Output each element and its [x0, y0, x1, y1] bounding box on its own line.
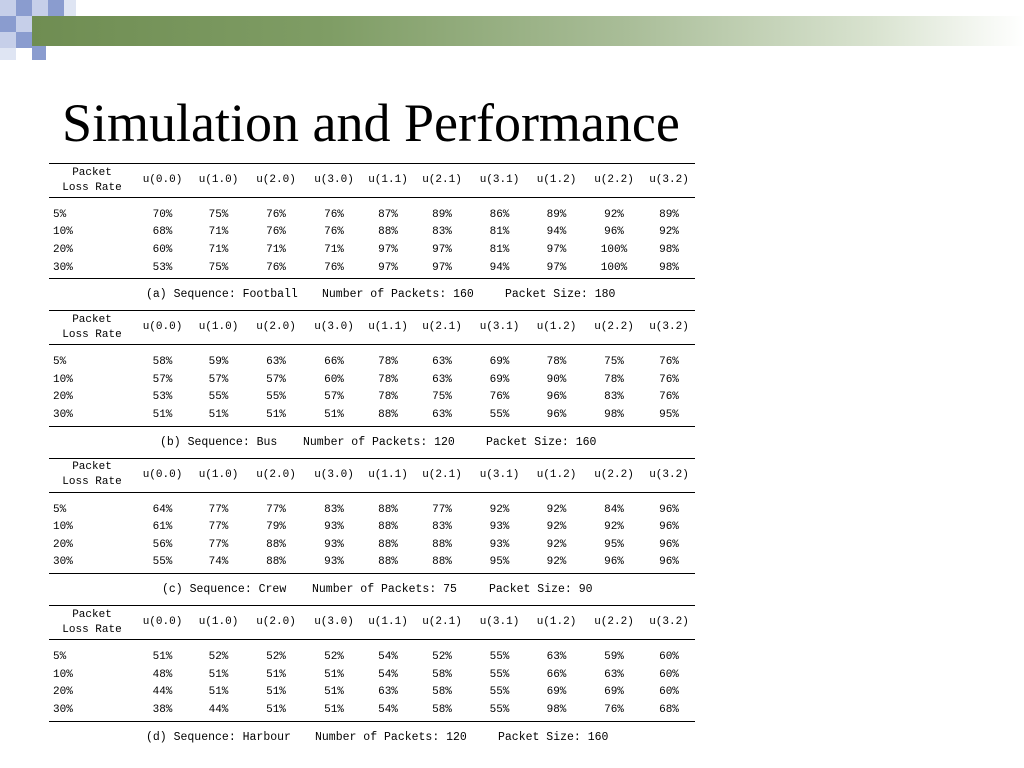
column-header: u(2.2)	[585, 311, 643, 345]
table-cell: 96%	[659, 521, 679, 534]
table-cell: 79%	[266, 521, 286, 534]
table-cell: 76%	[266, 208, 286, 221]
table-cell: 52%	[324, 650, 344, 663]
table-cell: 74%	[208, 556, 229, 569]
results-table	[49, 458, 695, 573]
table-cell: 83%	[432, 521, 452, 534]
table-cell: 51%	[324, 686, 344, 699]
column-header: u(2.2)	[585, 164, 643, 198]
table-cell: 55%	[489, 650, 510, 663]
column-header: u(0.0)	[135, 164, 190, 198]
caption-packets: Number of Packets: 120	[303, 435, 455, 449]
table-cell: 55%	[489, 686, 510, 699]
column-header: u(1.0)	[190, 458, 247, 492]
table-cell: 93%	[324, 521, 344, 534]
packet-loss-rate-cell: 5%	[53, 650, 67, 663]
table-header-row	[49, 164, 695, 198]
caption-size: Packet Size: 180	[505, 288, 616, 302]
table-cell: 60%	[659, 686, 679, 699]
table-cell: 53%	[152, 261, 173, 274]
table-cell: 88%	[432, 538, 452, 551]
table-cell: 75%	[604, 356, 624, 369]
packet-loss-rate-cell: 10%	[53, 373, 73, 386]
column-header: u(3.2)	[643, 606, 695, 640]
packet-loss-rate-cell: 10%	[53, 226, 73, 239]
table-cell: 97%	[378, 261, 398, 274]
decor-square-3	[32, 0, 48, 16]
column-header: u(1.0)	[190, 164, 247, 198]
results-table-block	[49, 458, 695, 605]
column-header: u(3.0)	[305, 606, 363, 640]
caption-sequence: (a) Sequence: Football	[146, 288, 298, 302]
table-cell: 88%	[378, 538, 398, 551]
table-cell: 92%	[546, 503, 567, 516]
table-cell: 66%	[546, 668, 567, 681]
table-cell: 53%	[152, 391, 173, 404]
table-cell: 88%	[378, 503, 398, 516]
table-cell: 84%	[604, 503, 624, 516]
table-row	[49, 406, 695, 426]
table-cell: 38%	[152, 703, 173, 716]
column-header: u(1.1)	[363, 606, 413, 640]
table-cell: 55%	[152, 556, 173, 569]
caption-size: Packet Size: 90	[489, 583, 593, 597]
packet-loss-rate-cell: 30%	[53, 408, 73, 421]
table-cell: 63%	[546, 650, 567, 663]
decor-square-6	[0, 16, 16, 32]
packet-loss-rate-header-line2: Loss Rate	[62, 476, 122, 489]
packet-loss-rate-header	[49, 164, 135, 198]
column-header: u(3.0)	[305, 311, 363, 345]
packet-loss-rate-header-line2: Loss Rate	[62, 328, 122, 341]
table-cell: 52%	[432, 650, 452, 663]
table-cell: 63%	[266, 356, 286, 369]
packet-loss-rate-cell: 20%	[53, 243, 73, 256]
table-cell: 96%	[659, 503, 679, 516]
packet-loss-rate-cell: 30%	[53, 703, 73, 716]
packet-loss-rate-header-line1: Packet	[72, 313, 112, 326]
table-cell: 76%	[659, 356, 679, 369]
column-header: u(3.2)	[643, 458, 695, 492]
table-cell: 48%	[152, 668, 173, 681]
table-cell: 44%	[208, 703, 229, 716]
table-row	[49, 701, 695, 721]
table-cell: 92%	[546, 521, 567, 534]
packet-loss-rate-header	[49, 606, 135, 640]
table-cell: 60%	[324, 373, 344, 386]
table-cell: 75%	[432, 391, 452, 404]
table-cell: 83%	[604, 391, 624, 404]
table-cell: 92%	[604, 208, 624, 221]
table-cell: 71%	[266, 243, 286, 256]
column-header: u(0.0)	[135, 606, 190, 640]
table-row	[49, 345, 695, 371]
table-cell: 76%	[324, 261, 344, 274]
packet-loss-rate-header-line1: Packet	[72, 461, 112, 474]
table-cell: 52%	[208, 650, 229, 663]
table-row	[49, 198, 695, 224]
table-cell: 58%	[152, 356, 173, 369]
table-cell: 54%	[378, 650, 398, 663]
table-row	[49, 536, 695, 554]
table-cell: 93%	[489, 538, 510, 551]
table-caption	[49, 278, 695, 310]
table-cell: 76%	[604, 703, 624, 716]
column-header: u(1.2)	[528, 311, 585, 345]
table-cell: 87%	[378, 208, 398, 221]
table-cell: 81%	[489, 243, 510, 256]
decor-square-7	[16, 16, 32, 32]
table-cell: 90%	[546, 373, 567, 386]
caption-sequence: (c) Sequence: Crew	[162, 583, 287, 597]
table-cell: 86%	[489, 208, 510, 221]
table-cell: 96%	[659, 556, 679, 569]
packet-loss-rate-cell: 20%	[53, 538, 73, 551]
table-header-row	[49, 458, 695, 492]
table-row	[49, 371, 695, 389]
table-cell: 95%	[659, 408, 679, 421]
packet-loss-rate-header-line1: Packet	[72, 166, 112, 179]
column-header: u(3.2)	[643, 164, 695, 198]
table-cell: 71%	[324, 243, 344, 256]
table-cell: 57%	[152, 373, 173, 386]
table-cell: 60%	[659, 650, 679, 663]
table-cell: 70%	[152, 208, 173, 221]
table-cell: 76%	[489, 391, 510, 404]
table-cell: 97%	[546, 243, 567, 256]
table-cell: 60%	[152, 243, 173, 256]
table-cell: 88%	[378, 226, 398, 239]
table-cell: 97%	[432, 261, 452, 274]
results-table	[49, 163, 695, 278]
table-cell: 63%	[378, 686, 398, 699]
table-cell: 92%	[659, 226, 679, 239]
table-row	[49, 224, 695, 242]
table-cell: 93%	[324, 538, 344, 551]
table-cell: 96%	[546, 391, 567, 404]
column-header: u(2.0)	[247, 606, 305, 640]
table-cell: 51%	[152, 408, 173, 421]
table-cell: 57%	[266, 373, 286, 386]
table-cell: 44%	[152, 686, 173, 699]
table-row	[49, 492, 695, 518]
decor-square-4	[48, 0, 64, 16]
table-cell: 98%	[604, 408, 624, 421]
table-cell: 93%	[489, 521, 510, 534]
table-cell: 78%	[378, 356, 398, 369]
caption-sequence: (d) Sequence: Harbour	[146, 730, 291, 744]
table-cell: 69%	[546, 686, 567, 699]
table-cell: 71%	[208, 226, 229, 239]
table-cell: 75%	[208, 261, 229, 274]
packet-loss-rate-cell: 10%	[53, 668, 73, 681]
table-cell: 63%	[432, 373, 452, 386]
table-cell: 95%	[604, 538, 624, 551]
column-header: u(3.1)	[471, 458, 528, 492]
column-header: u(3.1)	[471, 606, 528, 640]
results-tables	[49, 163, 695, 753]
table-cell: 58%	[432, 686, 452, 699]
table-cell: 100%	[600, 261, 628, 274]
table-cell: 97%	[432, 243, 452, 256]
results-table	[49, 310, 695, 425]
table-row	[49, 241, 695, 259]
table-row	[49, 683, 695, 701]
column-header: u(1.0)	[190, 606, 247, 640]
table-cell: 54%	[378, 703, 398, 716]
header-gradient-bar	[32, 16, 1024, 46]
table-cell: 55%	[489, 408, 510, 421]
decor-square-11	[0, 48, 16, 60]
column-header: u(1.1)	[363, 164, 413, 198]
results-table-block	[49, 310, 695, 457]
decor-square-9	[16, 32, 32, 48]
column-header: u(2.1)	[413, 311, 471, 345]
caption-size: Packet Size: 160	[486, 435, 597, 449]
table-row	[49, 259, 695, 279]
table-cell: 92%	[546, 556, 567, 569]
packet-loss-rate-cell: 20%	[53, 686, 73, 699]
table-cell: 55%	[489, 668, 510, 681]
packet-loss-rate-header-line2: Loss Rate	[62, 623, 122, 636]
table-cell: 63%	[604, 668, 624, 681]
table-cell: 58%	[432, 703, 452, 716]
column-header: u(3.1)	[471, 311, 528, 345]
table-cell: 75%	[208, 208, 229, 221]
table-cell: 76%	[659, 391, 679, 404]
table-cell: 78%	[604, 373, 624, 386]
table-cell: 94%	[546, 226, 567, 239]
table-cell: 55%	[489, 703, 510, 716]
column-header: u(0.0)	[135, 311, 190, 345]
table-cell: 54%	[378, 668, 398, 681]
table-cell: 56%	[152, 538, 173, 551]
table-cell: 55%	[208, 391, 229, 404]
slide-title: Simulation and Performance	[62, 93, 680, 153]
table-cell: 76%	[324, 208, 344, 221]
table-row	[49, 554, 695, 574]
decor-square-8	[0, 32, 16, 48]
table-cell: 83%	[432, 226, 452, 239]
table-cell: 98%	[659, 261, 679, 274]
table-row	[49, 640, 695, 666]
table-cell: 51%	[324, 668, 344, 681]
caption-size: Packet Size: 160	[498, 730, 609, 744]
packet-loss-rate-header-line1: Packet	[72, 608, 112, 621]
column-header: u(1.1)	[363, 311, 413, 345]
column-header: u(3.0)	[305, 458, 363, 492]
table-cell: 78%	[378, 391, 398, 404]
table-cell: 59%	[208, 356, 229, 369]
table-cell: 96%	[604, 226, 624, 239]
table-caption	[49, 426, 695, 458]
decor-square-2	[16, 0, 32, 16]
packet-loss-rate-cell: 5%	[53, 208, 67, 221]
table-cell: 98%	[659, 243, 679, 256]
table-cell: 88%	[266, 538, 286, 551]
table-cell: 77%	[266, 503, 286, 516]
column-header: u(1.2)	[528, 606, 585, 640]
table-cell: 51%	[208, 668, 229, 681]
table-cell: 93%	[324, 556, 344, 569]
table-cell: 96%	[604, 556, 624, 569]
table-cell: 94%	[489, 261, 510, 274]
table-cell: 51%	[266, 686, 286, 699]
table-cell: 51%	[208, 686, 229, 699]
table-cell: 76%	[324, 226, 344, 239]
table-cell: 69%	[489, 356, 510, 369]
table-cell: 81%	[489, 226, 510, 239]
table-cell: 69%	[489, 373, 510, 386]
table-cell: 96%	[659, 538, 679, 551]
table-caption	[49, 721, 695, 753]
table-header-row	[49, 606, 695, 640]
table-cell: 88%	[378, 521, 398, 534]
table-cell: 57%	[208, 373, 229, 386]
caption-packets: Number of Packets: 160	[322, 288, 474, 302]
table-cell: 64%	[152, 503, 173, 516]
table-cell: 63%	[432, 356, 452, 369]
results-table-block	[49, 605, 695, 752]
column-header: u(1.2)	[528, 164, 585, 198]
packet-loss-rate-cell: 30%	[53, 261, 73, 274]
packet-loss-rate-header	[49, 458, 135, 492]
column-header: u(2.1)	[413, 606, 471, 640]
table-cell: 96%	[546, 408, 567, 421]
table-cell: 51%	[266, 408, 286, 421]
table-cell: 76%	[266, 261, 286, 274]
column-header: u(3.2)	[643, 311, 695, 345]
column-header: u(2.1)	[413, 164, 471, 198]
table-row	[49, 389, 695, 407]
column-header: u(0.0)	[135, 458, 190, 492]
table-cell: 57%	[324, 391, 344, 404]
table-cell: 69%	[604, 686, 624, 699]
table-cell: 51%	[152, 650, 173, 663]
table-cell: 92%	[546, 538, 567, 551]
table-cell: 97%	[378, 243, 398, 256]
column-header: u(2.0)	[247, 311, 305, 345]
table-cell: 55%	[266, 391, 286, 404]
table-cell: 98%	[546, 703, 567, 716]
table-cell: 51%	[266, 668, 286, 681]
table-cell: 78%	[378, 373, 398, 386]
column-header: u(3.0)	[305, 164, 363, 198]
table-cell: 71%	[208, 243, 229, 256]
decor-square-10	[32, 46, 46, 60]
table-cell: 83%	[324, 503, 344, 516]
table-cell: 88%	[378, 408, 398, 421]
column-header: u(2.1)	[413, 458, 471, 492]
table-cell: 95%	[489, 556, 510, 569]
column-header: u(1.2)	[528, 458, 585, 492]
table-cell: 66%	[324, 356, 344, 369]
table-cell: 52%	[266, 650, 286, 663]
table-cell: 51%	[324, 703, 344, 716]
table-cell: 92%	[489, 503, 510, 516]
decor-square-1	[0, 0, 16, 16]
table-cell: 76%	[659, 373, 679, 386]
table-cell: 92%	[604, 521, 624, 534]
column-header: u(3.1)	[471, 164, 528, 198]
caption-sequence: (b) Sequence: Bus	[160, 435, 278, 449]
table-cell: 51%	[208, 408, 229, 421]
table-cell: 89%	[432, 208, 452, 221]
table-cell: 77%	[208, 503, 229, 516]
column-header: u(2.2)	[585, 458, 643, 492]
packet-loss-rate-cell: 5%	[53, 503, 67, 516]
table-cell: 77%	[208, 538, 229, 551]
table-cell: 59%	[604, 650, 624, 663]
table-cell: 100%	[600, 243, 628, 256]
table-row	[49, 666, 695, 684]
table-cell: 78%	[546, 356, 567, 369]
table-cell: 61%	[152, 521, 173, 534]
packet-loss-rate-cell: 5%	[53, 356, 67, 369]
table-cell: 88%	[378, 556, 398, 569]
column-header: u(1.1)	[363, 458, 413, 492]
table-cell: 88%	[432, 556, 452, 569]
packet-loss-rate-cell: 30%	[53, 556, 73, 569]
table-cell: 58%	[432, 668, 452, 681]
packet-loss-rate-header	[49, 311, 135, 345]
table-cell: 60%	[659, 668, 679, 681]
table-cell: 51%	[324, 408, 344, 421]
column-header: u(2.2)	[585, 606, 643, 640]
packet-loss-rate-cell: 20%	[53, 391, 73, 404]
table-cell: 88%	[266, 556, 286, 569]
table-row	[49, 518, 695, 536]
table-cell: 76%	[266, 226, 286, 239]
table-cell: 68%	[152, 226, 173, 239]
table-cell: 68%	[659, 703, 679, 716]
caption-packets: Number of Packets: 120	[315, 730, 467, 744]
column-header: u(2.0)	[247, 458, 305, 492]
table-cell: 89%	[546, 208, 567, 221]
packet-loss-rate-header-line2: Loss Rate	[62, 181, 122, 194]
table-cell: 89%	[659, 208, 679, 221]
caption-packets: Number of Packets: 75	[312, 583, 457, 597]
results-table	[49, 605, 695, 720]
packet-loss-rate-cell: 10%	[53, 521, 73, 534]
table-caption	[49, 573, 695, 605]
table-cell: 77%	[432, 503, 452, 516]
column-header: u(2.0)	[247, 164, 305, 198]
column-header: u(1.0)	[190, 311, 247, 345]
table-cell: 63%	[432, 408, 452, 421]
table-cell: 97%	[546, 261, 567, 274]
results-table-block	[49, 163, 695, 310]
table-header-row	[49, 311, 695, 345]
decor-square-5	[64, 0, 76, 16]
table-cell: 77%	[208, 521, 229, 534]
table-cell: 51%	[266, 703, 286, 716]
